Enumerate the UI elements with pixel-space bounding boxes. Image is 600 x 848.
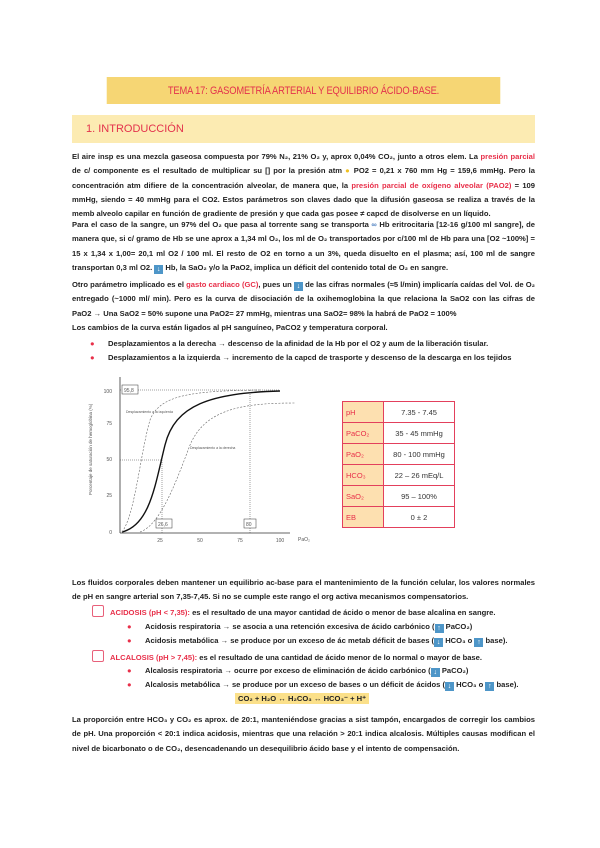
alcalosis-item: ALCALOSIS (pH > 7,45): es el resultado de una cantidad de ácido menor de lo normal o mayor de base. xyxy=(92,650,482,665)
y-axis-label: Porcentaje de saturación de hemoglobina (%) xyxy=(88,403,93,495)
paragraph-intro: El aire insp es una mezcla gaseosa compuesta por 79% N₂, 21% O₂ y, aprox 0,04% CO₂, junto a otros elem. La presión parcial de c/ componente es el resultado de multiplicar su [] por la presión atm ● PO2 = 0,21 x 760 mm Hg = 159,6 mmHg. Pero la concentración atm difiere de la concentración alveolar, de manera que, la presión parcial de oxígeno alveolar (PAO2) = 109 mmHg, siendo = 40 mmHg para el CO2. Estos parámetros son claves dado que la difusión gaseosa se realiza a través de la memb alveolo capilar en función de gradiente de presión y que cada gas posee ≠ capcd de disolverse en un líquido. xyxy=(72,152,535,219)
paragraph-blood: Para el caso de la sangre, un 97% del O₂ que pasa al torrente sang se transporta ∞ Hb eritrocitaria [12-16 g/100 ml sangre], de manera que, si c/ gramo de Hb se une aprox a 1,34 ml O₂, los ml de O₂ transportados por c/100 ml de Hb para una [O2 ~100%] = 15 x 1,34 x 1,00= 20,1 ml O2 / 100 ml. El resto de O2 en torno a un 3%, queda disuelto en el plasma; así, 100 ml de sangre transportan 0,3 ml O2. ↓ Hb, la SaO₂ y/o la PaO2, implica un déficit del contenido total de O₂ en sangre. xyxy=(72,220,536,273)
arrow-down-icon: ↓ xyxy=(445,682,454,691)
table-row: PaO₂ 80 - 100 mmHg xyxy=(343,444,455,465)
x-tick: 25 xyxy=(157,538,163,544)
arrow-up-icon: ↑ xyxy=(474,638,483,647)
right-shift-curve xyxy=(140,403,295,532)
page-title: TEMA 17: GASOMETRÍA ARTERIAL Y EQUILIBRIO ÁCIDO-BASE. xyxy=(107,77,501,104)
paragraph-balance: Los fluidos corporales deben mantener un equilibrio ac-base para el mantenimiento de la función celular, los valores normales de pH en sangre arterial son 7,35-7,45. Si no se cumple este rango el org activa mecanismos compensatorios. xyxy=(72,578,535,602)
table-row: PaCO₂ 35 - 45 mmHg xyxy=(343,423,455,444)
list-item: ● Acidosis metabólica → se produce por un exceso de ác metab déficit de bases ( ↓ HCO₃ o ↑ base). xyxy=(127,636,508,646)
annotation: Desplazamiento a la izquierda xyxy=(126,410,173,414)
label-box: 95,8 xyxy=(124,388,134,394)
y-tick: 75 xyxy=(106,421,112,427)
y-tick: 0 xyxy=(109,530,112,536)
acidosis-item: ACIDOSIS (pH < 7,35): es el resultado de una mayor cantidad de ácido o menor de base alcalina en sangre. xyxy=(92,605,496,620)
arrow-down-icon: ↓ xyxy=(434,638,443,647)
arrow-down-icon: ↓ xyxy=(431,668,440,677)
section-heading xyxy=(72,115,535,143)
buffer-equation: CO₂ + H₂O ↔ H₂CO₃ ↔ HCO₃⁻ + H⁺ xyxy=(235,693,369,704)
list-item: ● Desplazamientos a la derecha → descenso de la afinidad de la Hb por el O2 y aum de la liberación tisular. xyxy=(90,339,489,348)
paragraph-gc: Otro parámetro implicado es el gasto cardiaco (GC), pues un ↓ de las cifras normales (≈5 l/min) implicaría caídas del Vol. de O₂ entregado (~1000 ml/ min). Pero es la curva de disociación de la oxihemoglobina la que relaciona la SaO2 con las cifras de PaO2 → Una SaO2 = 50% supone una PaO2= 27 mmHg, mientras una SaO2= 98% la habrá de PaO2 = 100% xyxy=(72,280,535,318)
arrow-up-icon: ↑ xyxy=(435,624,444,633)
oxyhemoglobin-curve-figure xyxy=(80,375,325,575)
table-row: pH 7.35 - 7.45 xyxy=(343,402,455,423)
checkbox-icon xyxy=(92,605,104,617)
checkbox-icon xyxy=(92,650,104,662)
paragraph-ratio: La proporción entre HCO₃ y CO₂ es aprox. de 20:1, manteniéndose gracias a sist tampón, encargados de corregir los cambios de pH. Una proporción < 20:1 indica acidosis, mientras que una relación > 20:1 indica alcalosis. Múltiples causas modifican el nivel de bicarbonato o de CO₂, desencadenando un desequilibrio ácido base y el intento de compensación. xyxy=(72,715,535,753)
table-row: HCO₃ 22 – 26 mEq/L xyxy=(343,465,455,486)
arrow-down-icon: ↓ xyxy=(294,282,303,291)
x-tick: 50 xyxy=(197,538,203,544)
x-axis-label: PaO₂ xyxy=(298,537,310,543)
link-icon: ∞ xyxy=(371,220,377,229)
label-box: 26,6 xyxy=(158,522,168,528)
list-item: ● Desplazamientos a la izquierda → incremento de la capcd de trasporte y descenso de la descarga en los tejidos xyxy=(90,353,512,362)
reference-values-table xyxy=(342,401,455,528)
y-tick: 50 xyxy=(106,457,112,463)
arrow-down-icon: ↓ xyxy=(154,265,163,274)
list-item: ● Alcalosis metabólica → se produce por un exceso de bases o un déficit de ácidos ( ↓ HCO₃ o ↑ base). xyxy=(127,680,519,690)
x-tick: 100 xyxy=(275,538,285,544)
table-row: EB 0 ± 2 xyxy=(343,507,455,528)
paragraph-curve: Los cambios de la curva están ligados al pH sanguíneo, PaCO2 y temperatura corporal. xyxy=(72,323,388,332)
table-row: SaO₂ 95 – 100% xyxy=(343,486,455,507)
list-item: ● Acidosis respiratoria → se asocia a una retención excesiva de ácido carbónico ( ↑ PaCO₂) xyxy=(127,622,473,632)
y-tick: 25 xyxy=(106,493,112,499)
lightbulb-icon: ● xyxy=(345,166,351,176)
y-tick: 100 xyxy=(103,389,112,395)
label-box: 80 xyxy=(246,522,252,528)
section-title: 1. INTRODUCCIÓN xyxy=(86,123,184,135)
list-item: ● Alcalosis respiratoria → ocurre por exceso de eliminación de ácido carbónico ( ↓ PaCO₂) xyxy=(127,666,469,676)
x-tick: 75 xyxy=(237,538,243,544)
annotation: Desplazamiento a la derecha xyxy=(190,446,236,450)
arrow-up-icon: ↑ xyxy=(485,682,494,691)
